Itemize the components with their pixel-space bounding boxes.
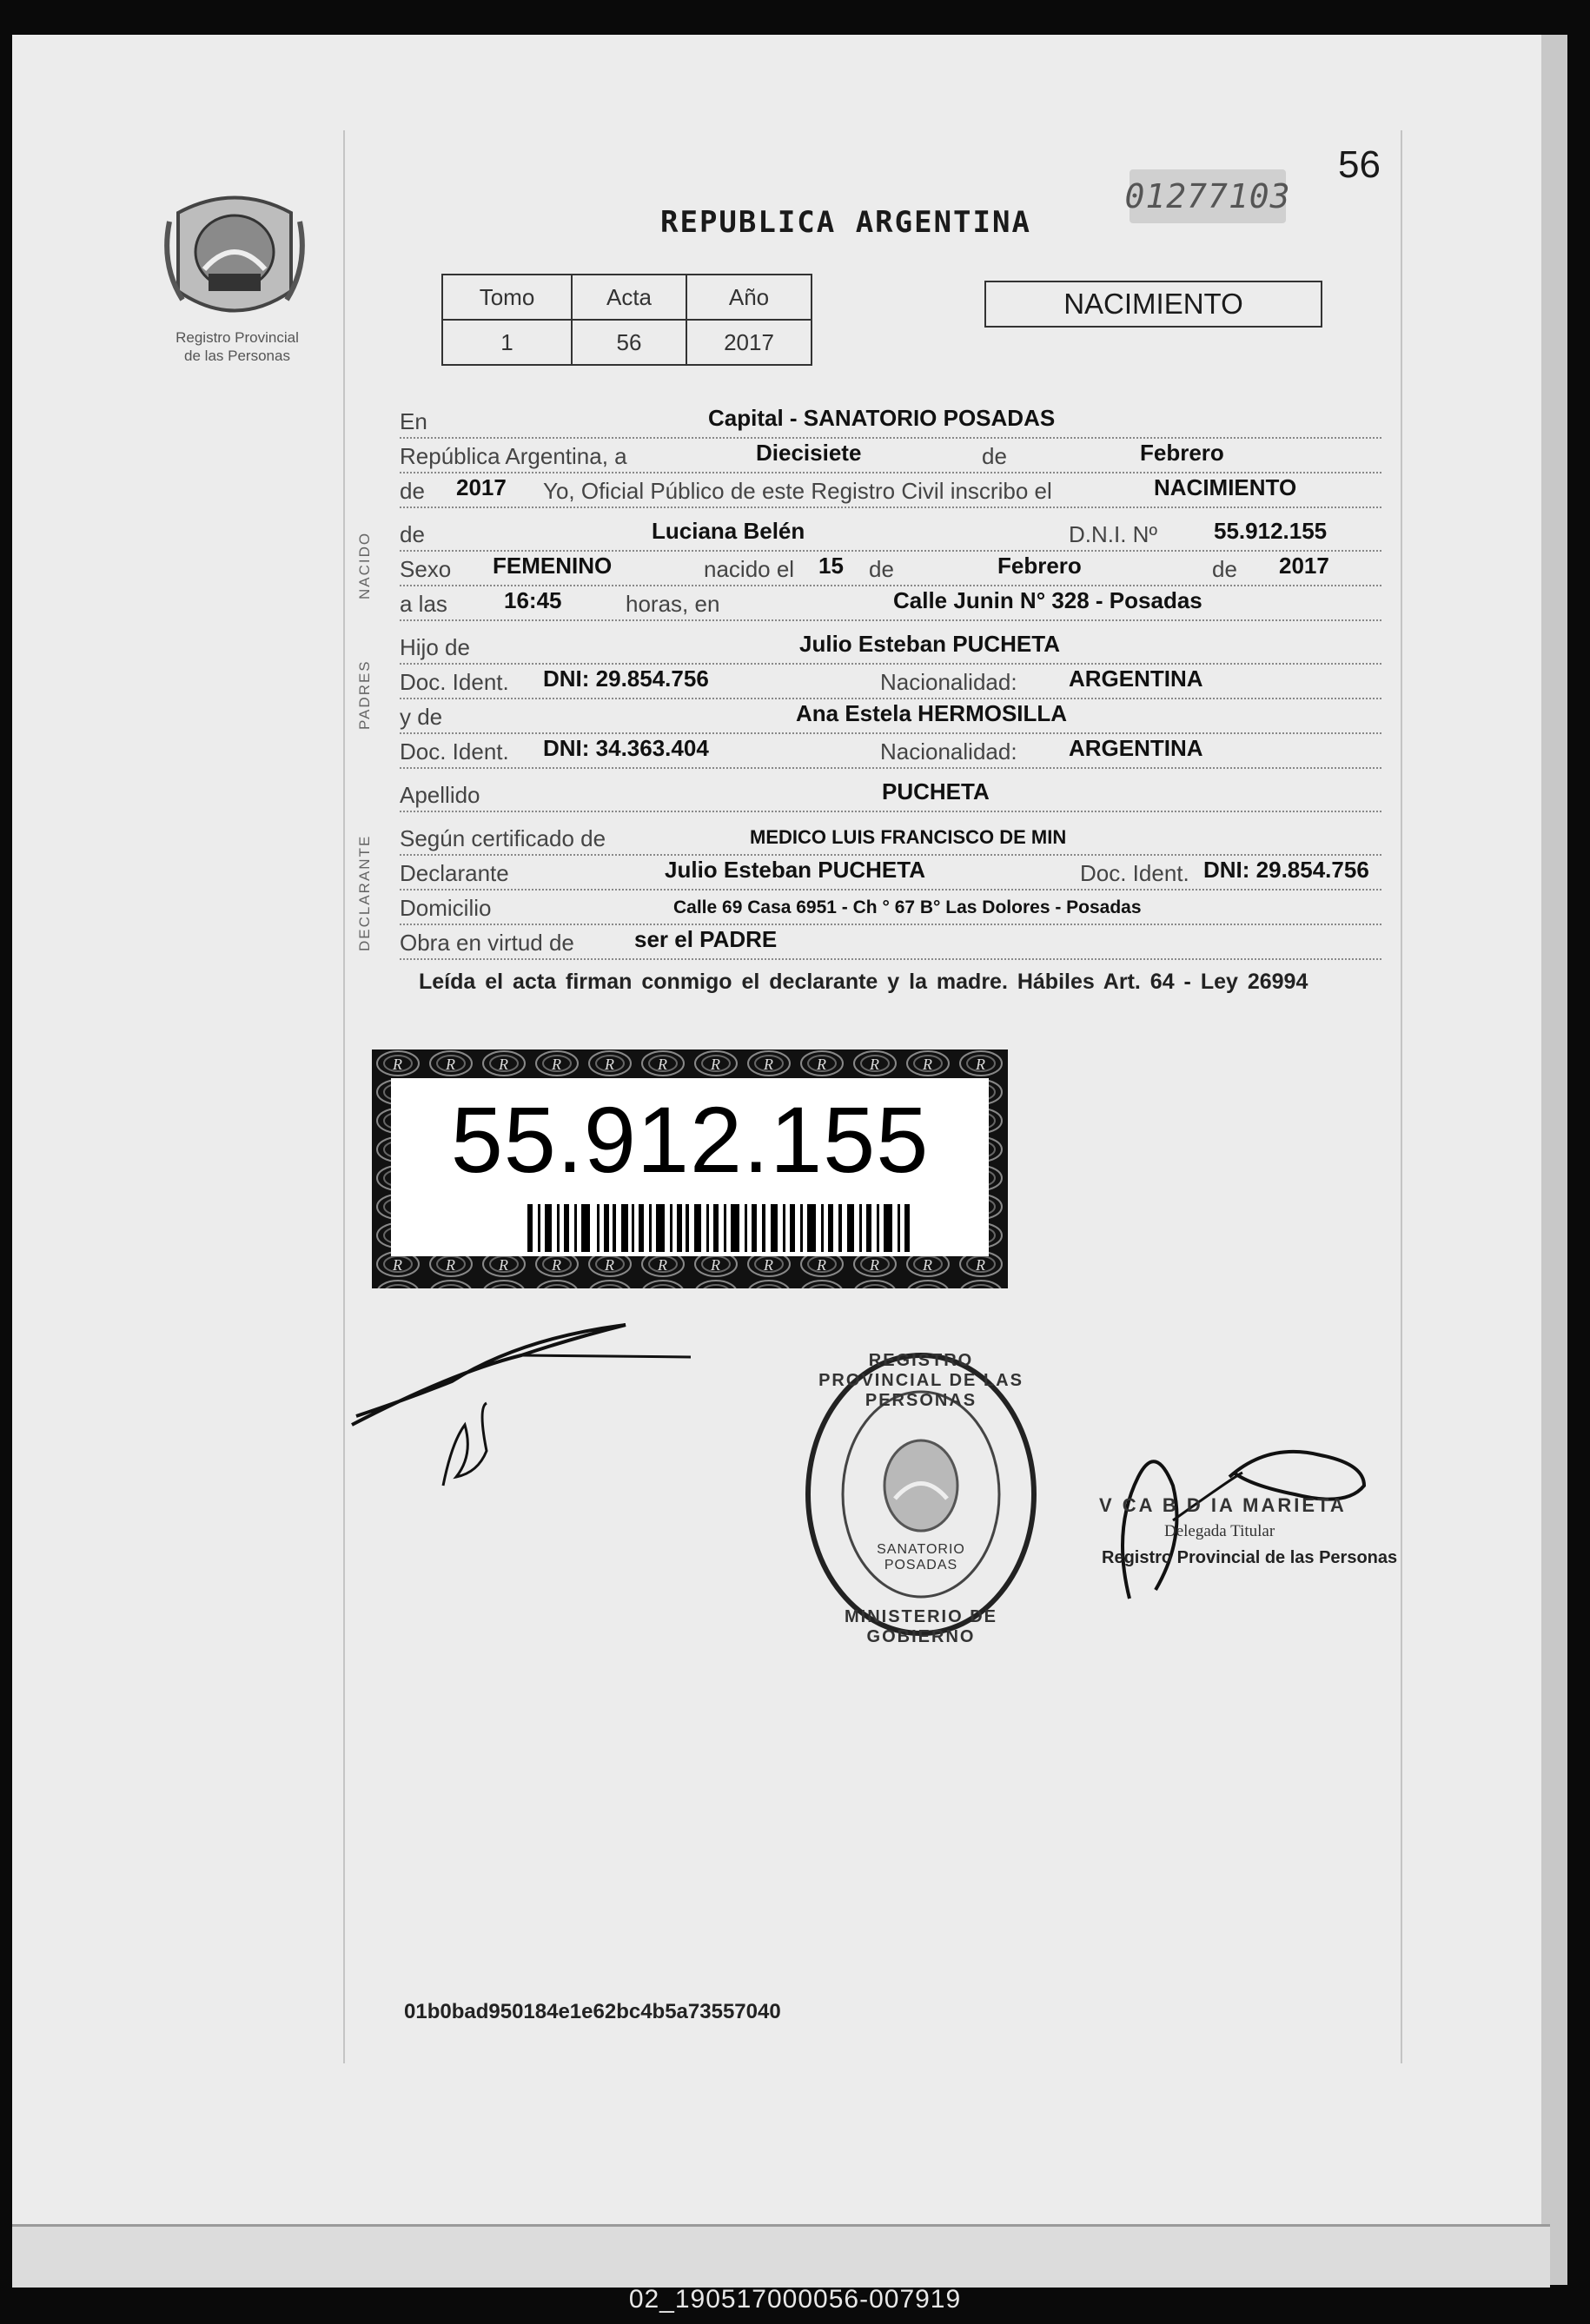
document-hash: 01b0bad950184e1e62bc4b5a73557040 [404,2000,781,2023]
paper-edge [1541,35,1567,2285]
row-madre: y de Ana Estela HERMOSILLA [400,698,1381,734]
row-declarante: Declarante Julio Esteban PUCHETA Doc. Ident. DNI: 29.854.756 [400,854,1381,891]
row-lugar: En Capital - SANATORIO POSADAS [400,402,1381,439]
madre-doc-value: DNI: 34.363.404 [543,735,709,761]
nac-anio-value: 2017 [1279,553,1329,579]
row-sexo: Sexo FEMENINO nacido el 15 de Febrero de 2017 [400,550,1381,586]
side-label-declarante: DECLARANTE [356,834,373,951]
official-office: Registro Provincial de las Personas [1102,1548,1398,1567]
row-fecha: República Argentina, a Diecisiete de Febrero [400,437,1381,473]
hora-value: 16:45 [504,587,562,613]
page-number: 56 [1338,143,1381,186]
registry-label: Registro Provincial de las Personas [176,329,299,364]
seal-outer-text: REGISTRO PROVINCIAL DE LAS PERSONAS [818,1351,1024,1410]
declarante-value: Julio Esteban PUCHETA [665,857,926,883]
signature-left-icon [348,1303,695,1512]
obra-value: ser el PADRE [634,926,778,952]
mes-value: Febrero [1140,440,1224,466]
ref-header-acta: Acta [572,275,686,320]
record-type-box: NACIMIENTO [984,281,1322,328]
seal-inner-text: SANATORIO POSADAS [877,1542,965,1573]
acto-value: NACIMIENTO [1154,474,1297,500]
nac-dia-value: 15 [818,553,844,579]
nombre-value: Luciana Belén [652,518,805,544]
dia-value: Diecisiete [756,440,862,466]
madre-nac-value: ARGENTINA [1069,735,1203,761]
ref-value-tomo: 1 [442,320,572,365]
ref-value-anio: 2017 [686,320,812,365]
lugar-nac-value: Calle Junin N° 328 - Posadas [893,587,1202,613]
madre-value: Ana Estela HERMOSILLA [796,700,1068,726]
row-obra: Obra en virtud de ser el PADRE [400,924,1381,960]
padre-doc-value: DNI: 29.854.756 [543,665,709,692]
side-label-nacido: NACIDO [356,531,373,599]
dni-badge [372,1049,1008,1288]
barcode-icon [527,1204,910,1252]
paper-bottom-edge [12,2224,1550,2288]
row-anio: de 2017 Yo, Oficial Público de este Registro Civil inscribo el NACIMIENTO [400,472,1381,508]
dni-badge-label [391,1078,989,1256]
official-role: Delegada Titular [1164,1522,1275,1540]
domicilio-value: Calle 69 Casa 6951 - Ch ° 67 B° Las Dolores - Posadas [673,897,1142,917]
ref-value-acta: 56 [572,320,686,365]
row-certificado: Según certificado de MEDICO LUIS FRANCISCO DE MIN [400,819,1381,856]
document-title: REPUBLICA ARGENTINA [660,205,1031,240]
padre-nac-value: ARGENTINA [1069,665,1203,692]
ref-header-anio: Año [686,275,812,320]
row-padre: Hijo de Julio Esteban PUCHETA [400,628,1381,665]
lugar-value: Capital - SANATORIO POSADAS [708,405,1056,431]
side-label-padres: PADRES [356,659,373,730]
official-name: V CA B D IA MARIETA [1099,1494,1347,1516]
dni-badge-number: 55.912.155 [450,1087,930,1192]
row-padre-doc: Doc. Ident. DNI: 29.854.756 Nacionalidad: ARGENTINA [400,663,1381,699]
row-domicilio: Domicilio Calle 69 Casa 6951 - Ch ° 67 B° Las Dolores - Posadas [400,889,1381,925]
ref-header-tomo: Tomo [442,275,572,320]
dni-value: 55.912.155 [1214,518,1328,544]
seal-bottom-text: MINISTERIO DE GOBIERNO [844,1607,997,1646]
row-nombre: de Luciana Belén D.N.I. Nº 55.912.155 [400,515,1381,552]
certificado-value: MEDICO LUIS FRANCISCO DE MIN [750,826,1067,848]
anio-value: 2017 [456,474,507,500]
province-emblem-icon [161,187,308,330]
serial-stamp: 01277103 [1130,169,1286,223]
scan-footer-id: 02_190517000056-007919 [628,2285,962,2314]
row-hora: a las 16:45 horas, en Calle Junin N° 328 - Posadas [400,585,1381,621]
observation-text: Leída el acta firman conmigo el declarante y la madre. Hábiles Art. 64 - Ley 26994 [419,970,1308,994]
row-madre-doc: Doc. Ident. DNI: 34.363.404 Nacionalidad: ARGENTINA [400,732,1381,769]
apellido-value: PUCHETA [882,778,990,804]
row-apellido: Apellido PUCHETA [400,776,1381,812]
declarante-doc-value: DNI: 29.854.756 [1203,857,1369,883]
padre-value: Julio Esteban PUCHETA [799,631,1061,657]
nac-mes-value: Febrero [997,553,1082,579]
sexo-value: FEMENINO [493,553,613,579]
reference-table [441,274,812,366]
